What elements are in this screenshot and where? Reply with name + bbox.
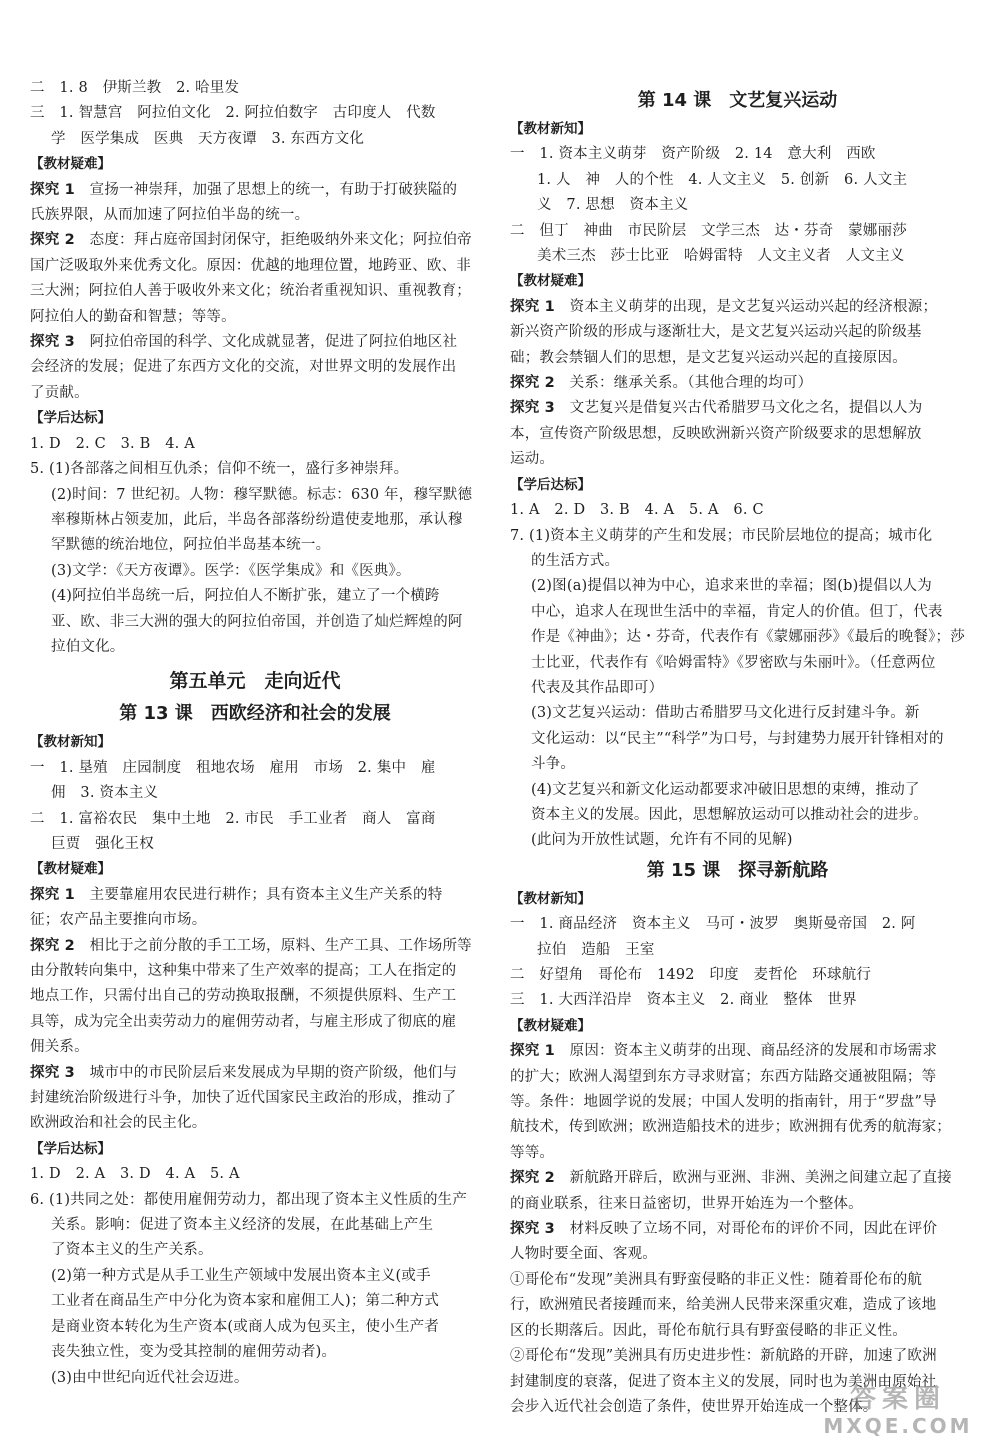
text-line: 本，宣传资产阶级思想，反映欧洲新兴资产阶级要求的思想解放 [510, 425, 922, 442]
section-label: 【教材疑难】 [510, 273, 591, 290]
text-line: 工业者在商品生产中分化为资本家和雇佣工人)；第二种方式 [51, 1293, 440, 1310]
text-line: 的生活方式。 [531, 552, 620, 569]
text-line: 7. (1)资本主义萌芽的产生和发展；市民阶层地位的提高；城市化 [510, 527, 933, 544]
text-line: (4)阿拉伯半岛统一后，阿拉伯人不断扩张，建立了一个横跨 [51, 588, 440, 605]
text-line: 二 好望角 哥伦布 1492 印度 麦哲伦 环球航行 [510, 967, 872, 983]
text-line: 了贡献。 [30, 384, 89, 401]
text-line: 斗争。 [531, 756, 576, 773]
text-line: 行，欧洲殖民者接踵而来，给美洲人民带来深重灾难，造成了该地 [510, 1297, 937, 1314]
text-line [30, 883, 480, 908]
text-line: ②哥伦布“发现”美洲具有历史进步性：新航路的开辟，加速了欧洲 [510, 1348, 937, 1365]
text-line: 代表及其作品即可） [531, 679, 664, 696]
text-line: 率穆斯林占领麦加，此后，半岛各部落纷纷遣使麦地那，承认穆 [51, 511, 463, 528]
text-line: 是商业资本转化为生产资本(或商人成为包买主，使小生产者 [51, 1318, 440, 1335]
text-line: 二 但丁 神曲 市民阶层 文学三杰 达・芬奇 蒙娜丽莎 [510, 222, 907, 239]
section-label: 【教材疑难】 [30, 861, 111, 878]
text-line: 会步入近代社会创造了条件，使世界开始连成一个整体。 [510, 1398, 878, 1415]
text-line: 拉伯文化。 [51, 638, 125, 655]
text-span: 材料反映了立场不同，对哥伦布的评价不同，因此在评价 [569, 1221, 938, 1238]
text-span: 阿拉伯帝国的科学、文化成就显著，促进了阿拉伯地区社 [89, 334, 458, 351]
inquiry-tag: 探究 3 [510, 1221, 555, 1238]
text-line: 航技术，传到欧洲；欧洲造船技术的进步；欧洲拥有优秀的航海家； [510, 1119, 951, 1136]
text-span: 态度：拜占庭帝国封闭保守，拒绝吸纳外来文化；阿拉伯帝 [89, 232, 472, 249]
text-line: 佣 3. 资本主义 [51, 785, 159, 802]
inquiry-tag: 探究 1 [30, 886, 75, 903]
text-line: 美术三杰 莎士比亚 哈姆雷特 人文主义者 人文主义 [537, 248, 905, 265]
text-span: 资本主义萌芽的出现，是文艺复兴运动兴起的经济根源； [569, 298, 938, 315]
text-line: 国广泛吸取外来优秀文化。原因：优越的地理位置，地跨亚、欧、非 [30, 257, 471, 274]
text-line: 一 1. 垦殖 庄园制度 租地农场 雇用 市场 2. 集中 雇 [30, 759, 436, 776]
text-line [30, 228, 480, 253]
text-line: 丧失独立性，变为受其控制的雇佣劳动者)。 [51, 1344, 337, 1361]
inquiry-tag: 探究 3 [30, 1064, 75, 1081]
text-line: 新兴资产阶级的形成与逐渐壮大，是文艺复兴运动兴起的阶级基 [510, 324, 922, 341]
text-line: 关系。影响：促进了资本主义经济的发展，在此基础上产生 [51, 1217, 434, 1234]
unit-title: 第五单元 走向近代 [169, 670, 341, 693]
text-span: 宣扬一神崇拜，加强了思想上的统一，有助于打破狭隘的 [89, 181, 458, 198]
text-line: 一 1. 资本主义萌芽 资产阶级 2. 14 意大利 西欧 [510, 146, 876, 163]
text-span: 城市中的市民阶层后来发展成为早期的资产阶级，他们与 [89, 1064, 458, 1081]
text-line: 运动。 [510, 451, 555, 468]
lesson-title: 第 13 课 西欧经济和社会的发展 [119, 703, 391, 725]
text-span: 关系：继承关系。（其他合理的均可） [569, 375, 813, 392]
text-line: 5. (1)各部落之间相互仇杀；信仰不统一，盛行多神崇拜。 [30, 461, 409, 478]
text-line: 等。条件：地圆学说的发展；中国人发明的指南针，用于“罗盘”导 [510, 1094, 937, 1111]
text-line: 人物时要全面、客观。 [510, 1246, 657, 1263]
watermark-logo [808, 1383, 988, 1443]
text-line: 阿拉伯人的勤奋和智慧；等等。 [30, 308, 236, 325]
text-line [30, 934, 480, 959]
text-line [510, 295, 965, 320]
inquiry-tag: 探究 1 [510, 298, 555, 315]
text-line: 一 1. 商品经济 资本主义 马可・波罗 奥斯曼帝国 2. 阿 [510, 916, 916, 933]
text-line [510, 1166, 965, 1191]
text-line: (3)文学：《天方夜谭》。医学：《医学集成》和《医典》。 [51, 562, 411, 579]
text-span: 主要靠雇用农民进行耕作；具有资本主义生产关系的特 [89, 886, 443, 903]
watermark-url: MXQE.COM [823, 1414, 973, 1438]
text-line: 等等。 [510, 1144, 555, 1161]
text-line: 会经济的发展；促进了东西方文化的交流，对世界文明的发展作出 [30, 359, 457, 376]
text-line: 三大洲；阿拉伯人善于吸收外来文化；统治者重视知识、重视教育； [30, 283, 471, 300]
text-line: (2)时间：7 世纪初。人物：穆罕默德。标志：630 年，穆罕默德 [51, 486, 473, 503]
text-line: 巨贾 强化王权 [51, 835, 154, 852]
text-line: 二 1. 8 伊斯兰教 2. 哈里发 [30, 80, 240, 96]
text-line [510, 1217, 965, 1242]
text-span: 文艺复兴是借复兴古代希腊罗马文化之名，提倡以人为 [569, 400, 923, 417]
text-line: (4)文艺复兴和新文化运动都要求冲破旧思想的束缚，推动了 [531, 781, 920, 798]
text-line: 欧洲政治和社会的民主化。 [30, 1115, 207, 1132]
text-line: 中心，追求人在现世生活中的幸福，肯定人的价值。但丁，代表 [531, 603, 943, 620]
text-line [510, 371, 965, 396]
text-line: 亚、欧、非三大洲的强大的阿拉伯帝国，并创造了灿烂辉煌的阿 [51, 613, 463, 630]
lesson-title: 第 14 课 文艺复兴运动 [637, 90, 838, 111]
text-line: 士比亚，代表作有《哈姆雷特》《罗密欧与朱丽叶》。（任意两位 [531, 654, 936, 671]
text-line [30, 1061, 480, 1086]
text-line: (3)文艺复兴运动：借助古希腊罗马文化进行反封建斗争。新 [531, 705, 920, 722]
lesson-title: 第 15 课 探寻新航路 [646, 859, 829, 881]
inquiry-tag: 探究 3 [510, 400, 555, 417]
section-label: 【教材疑难】 [510, 1017, 591, 1034]
text-line: 拉伯 造船 王室 [537, 941, 655, 958]
section-label: 【学后达标】 [30, 410, 111, 427]
text-span: 相比于之前分散的手工工场，原料、生产工具、工作场所等 [89, 937, 472, 954]
left-column [30, 76, 480, 1391]
text-line: 封建制度的衰落，促进了资本主义的发展，同时也为美洲由原始社 [510, 1373, 937, 1390]
text-line: 1. 人 神 人的个性 4. 人文主义 5. 创新 6. 人文主 [537, 171, 908, 188]
text-line: 罕默德的统治地位，阿拉伯半岛基本统一。 [51, 537, 331, 554]
text-line: (2)图(a)提倡以神为中心，追求来世的幸福；图(b)提倡以人为 [531, 578, 932, 595]
text-line: 了资本主义的生产关系。 [51, 1242, 213, 1259]
text-line: 氏族界限，从而加速了阿拉伯半岛的统一。 [30, 207, 310, 224]
section-label: 【教材疑难】 [30, 156, 111, 173]
text-line: 三 1. 大西洋沿岸 资本主义 2. 商业 整体 世界 [510, 992, 857, 1009]
text-line: (2)第一种方式是从手工业生产领域中发展出资本主义(或手 [51, 1267, 431, 1284]
text-line: 的扩大；欧洲人渴望到东方寻求财富；东西方陆路交通被阻隔；等 [510, 1068, 937, 1085]
text-line: 佣关系。 [30, 1039, 89, 1056]
inquiry-tag: 探究 2 [510, 1170, 555, 1187]
inquiry-tag: 探究 2 [30, 232, 75, 249]
text-line: 文化运动：以“民主”“科学”为口号，与封建势力展开针锋相对的 [531, 730, 944, 747]
text-span: 原因：资本主义萌芽的出现、商品经济的发展和市场需求 [569, 1043, 938, 1060]
text-line: 资本主义的发展。因此，思想解放运动可以推动社会的进步。 [531, 806, 928, 823]
text-line [510, 1039, 965, 1064]
text-line: 作是《神曲》；达・芬奇，代表作有《蒙娜丽莎》《最后的晚餐》；莎 [531, 629, 965, 646]
text-line: 1. A 2. D 3. B 4. A 5. A 6. C [510, 502, 764, 519]
inquiry-tag: 探究 1 [510, 1043, 555, 1060]
text-line: 的商业联系，往来日益密切，世界开始连为一个整体。 [510, 1195, 863, 1212]
text-line [510, 396, 965, 421]
text-line: 学 医学集成 医典 天方夜谭 3. 东西方文化 [51, 130, 365, 147]
text-line: 区的长期落后。因此，哥伦布航行具有野蛮侵略的非正义性。 [510, 1322, 907, 1339]
text-line: 1. D 2. A 3. D 4. A 5. A [30, 1166, 240, 1183]
text-line: 1. D 2. C 3. B 4. A [30, 435, 195, 452]
inquiry-tag: 探究 3 [30, 334, 75, 351]
text-line: 6. (1)共同之处：都使用雇佣劳动力，都出现了资本主义性质的生产 [30, 1191, 468, 1208]
text-line: ①哥伦布“发现”美洲具有野蛮侵略的非正义性：随着哥伦布的航 [510, 1271, 923, 1288]
inquiry-tag: 探究 2 [510, 375, 555, 392]
watermark-text: 答案圈 [849, 1384, 946, 1414]
text-line: (3)由中世纪向近代社会迈进。 [51, 1369, 249, 1386]
inquiry-tag: 探究 1 [30, 181, 75, 198]
inquiry-tag: 探究 2 [30, 937, 75, 954]
text-line: 地点工作，只需付出自己的劳动换取报酬，不须提供原料、生产工 [30, 988, 457, 1005]
text-line: 具等，成为完全出卖劳动力的雇佣劳动者，与雇主形成了彻底的雇 [30, 1013, 457, 1030]
text-line: (此问为开放性试题，允许有不同的见解) [531, 832, 793, 849]
text-line: 征；农产品主要推向市场。 [30, 912, 207, 929]
section-label: 【学后达标】 [510, 476, 591, 493]
text-line: 义 7. 思想 资本主义 [537, 197, 689, 214]
section-label: 【教材新知】 [30, 734, 111, 751]
right-column [510, 84, 965, 1420]
section-label: 【学后达标】 [30, 1140, 111, 1157]
text-line: 由分散转向集中，这种集中带来了生产效率的提高；工人在指定的 [30, 963, 457, 979]
text-span: 新航路开辟后，欧洲与亚洲、非洲、美洲之间建立起了直接 [569, 1170, 952, 1187]
section-label: 【教材新知】 [510, 121, 591, 137]
text-line: 三 1. 智慧宫 阿拉伯文化 2. 阿拉伯数字 古印度人 代数 [30, 105, 436, 122]
text-line: 二 1. 富裕农民 集中土地 2. 市民 手工业者 商人 富商 [30, 810, 436, 827]
text-line [30, 330, 480, 355]
text-line: 封建统治阶级进行斗争，加快了近代国家民主政治的形成，推动了 [30, 1090, 457, 1107]
text-line: 础；教会禁锢人们的思想，是文艺复兴运动兴起的直接原因。 [510, 349, 907, 366]
text-line [30, 178, 480, 203]
section-label: 【教材新知】 [510, 890, 591, 907]
